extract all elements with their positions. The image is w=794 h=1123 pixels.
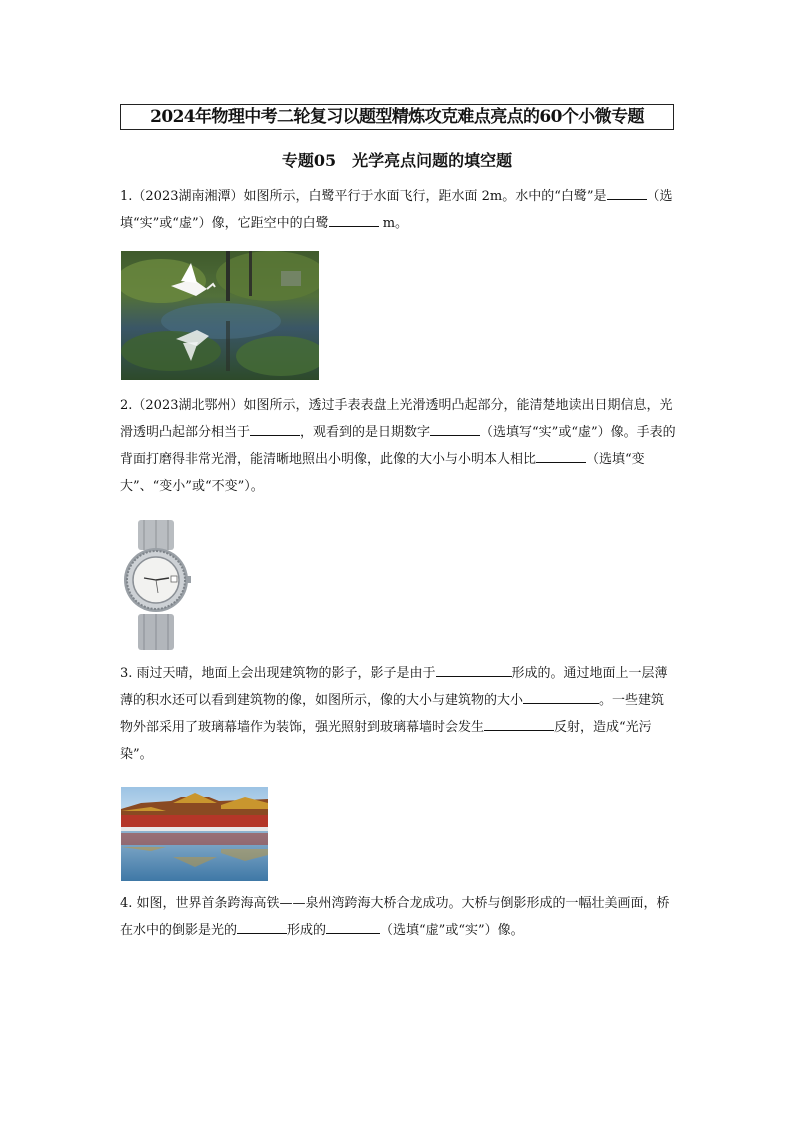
question-1 [120,183,676,237]
q2-blank-3[interactable] [536,448,586,463]
q2-text-d: （选填“变大”、“变小”或“不变”）。 [120,452,645,494]
q2-text-a: 2.（2023湖北鄂州）如图所示，透过手表表盘上光滑透明凸起部分，能清楚地读出日期信息，光滑透明凸起部分相当于 [120,398,673,440]
question-4 [120,890,676,944]
q4-blank-2[interactable] [326,919,380,934]
q1-text-c: m。 [378,216,409,231]
q4-text-c: （选填“虚”或“实”）像。 [380,923,524,938]
q2-text-c: （选填写“实”或“虚”）像。手表的背面打磨得非常光滑，能清晰地照出小明像，此像的大小与小明本人相比 [120,425,676,467]
q3-blank-3[interactable] [484,716,554,731]
q2-text-b: ，观看到的是日期数字 [300,425,431,440]
q3-text-a: 3. 雨过天晴，地面上会出现建筑物的影子，影子是由于 [120,666,436,681]
palace-reflection-photo [121,787,268,881]
q4-blank-1[interactable] [237,919,287,934]
q3-blank-2[interactable] [523,689,599,704]
q4-text-b: 形成的 [287,923,327,938]
q2-blank-2[interactable] [430,421,480,436]
page-title: 2024年物理中考二轮复习以题型精炼攻克难点亮点的60个小微专题 [120,104,674,130]
q3-blank-1[interactable] [436,662,512,677]
q1-blank-1[interactable] [607,185,647,200]
section-subtitle: 专题05 光学亮点问题的填空题 [281,151,513,170]
q2-blank-1[interactable] [250,421,300,436]
question-2 [120,392,676,500]
egret-photo [121,251,319,380]
question-3 [120,660,676,768]
q1-text-a: 1.（2023湖南湘潭）如图所示，白鹭平行于水面飞行，距水面 2m。水中的“白鹭”是 [120,189,607,204]
q1-text-b: （选填“实”或“虚”）像，它距空中的白鹭 [120,189,673,231]
q3-text-d: 反射，造成“光污染”。 [120,720,652,762]
q3-text-b: 形成的。通过地面上一层薄薄的积水还可以看到建筑物的像，如图所示，像的大小与建筑物的大小 [120,666,668,708]
q4-text-a: 4. 如图，世界首条跨海高铁——泉州湾跨海大桥合龙成功。大桥与倒影形成的一幅壮美画面，桥在水中的倒影是光的 [120,896,670,938]
q1-blank-2[interactable] [329,212,379,227]
watch-photo [122,520,192,650]
q3-text-c: 。一些建筑物外部采用了玻璃幕墙作为装饰，强光照射到玻璃幕墙时会发生 [120,693,665,735]
